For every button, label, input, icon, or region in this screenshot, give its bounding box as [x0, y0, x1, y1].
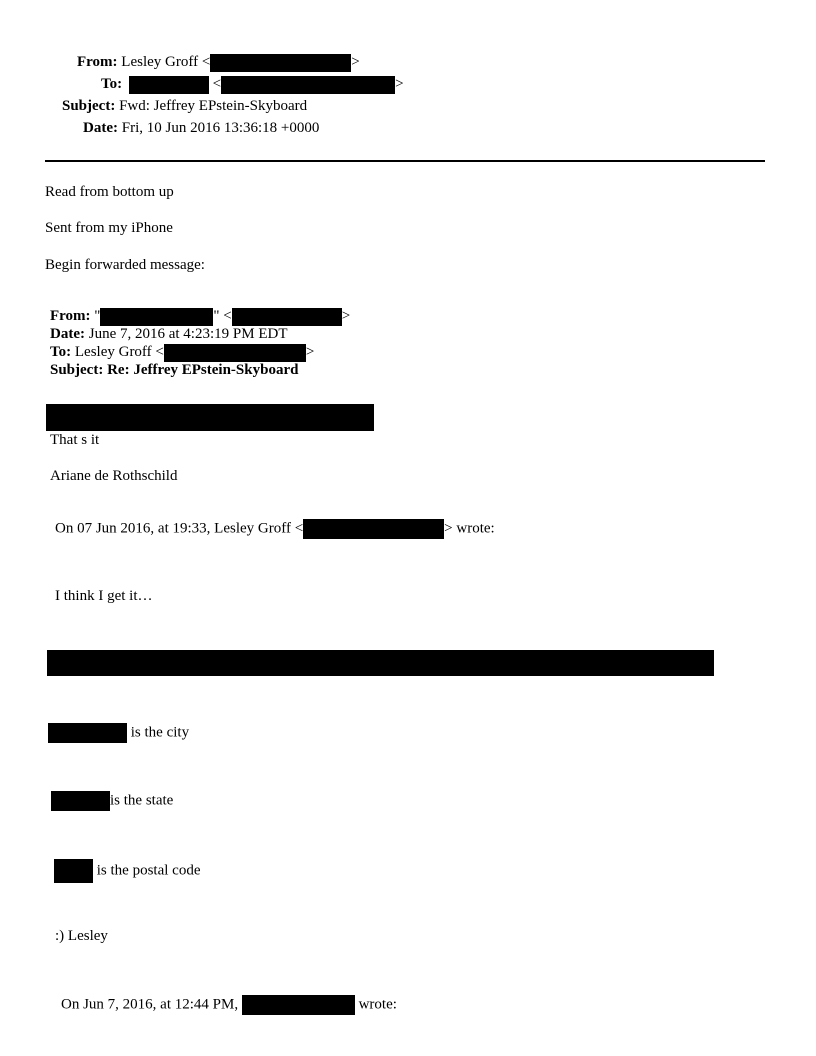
subject-label: Subject: [62, 98, 116, 114]
from-value: Lesley Groff < [121, 54, 211, 70]
body-line-begin: Begin forwarded message: [45, 257, 205, 273]
quoted-lesley: :) Lesley [55, 928, 108, 944]
redaction-bar [164, 344, 306, 362]
redaction-bar [100, 308, 213, 326]
fwd-to-line: To: Lesley Groff < > [50, 344, 315, 360]
to-label: To: [101, 76, 123, 92]
body-line-read: Read from bottom up [45, 184, 174, 200]
date-value: Fri, 10 Jun 2016 13:36:18 +0000 [121, 120, 320, 136]
header-to-line: To: < > [101, 76, 404, 92]
redaction-bar [221, 76, 395, 94]
reply-thats-it: That s it [50, 432, 100, 448]
header-date-line [83, 119, 319, 137]
redaction-bar [210, 54, 351, 72]
quoted-postal-line: is the postal code [54, 859, 200, 883]
redaction-bar [242, 995, 355, 1015]
redaction-bar [232, 308, 342, 326]
date-label: Date: [83, 120, 118, 136]
quoted-city-line: is the city [48, 723, 189, 743]
redaction-bar [54, 859, 93, 883]
redaction-block [47, 650, 714, 676]
redaction-bar [48, 723, 127, 743]
redaction-bar [303, 519, 444, 539]
quoted-on-line: On 07 Jun 2016, at 19:33, Lesley Groff < > wrote: [55, 519, 495, 539]
reply-signature: Ariane de Rothschild [50, 468, 178, 484]
fwd-date-line: Date: June 7, 2016 at 4:23:19 PM EDT [50, 326, 288, 342]
header-from-line: From: Lesley Groff < > [77, 54, 360, 70]
redaction-bar [129, 76, 209, 94]
quoted-think: I think I get it… [55, 588, 153, 604]
redaction-bar [51, 791, 110, 811]
redaction-block [46, 404, 374, 431]
subject-value: Fwd: Jeffrey EPstein-Skyboard [119, 98, 308, 114]
header-subject-line [62, 97, 307, 115]
quoted-on2-line: On Jun 7, 2016, at 12:44 PM, wrote: [61, 995, 397, 1015]
from-label: From: [77, 54, 118, 70]
body-line-sent: Sent from my iPhone [45, 220, 173, 236]
header-divider [45, 160, 765, 162]
quoted-state-line: is the state [51, 791, 173, 811]
fwd-subject-line: Subject: Re: Jeffrey EPstein-Skyboard [50, 362, 299, 378]
fwd-from-line: From: " " < > [50, 308, 351, 324]
